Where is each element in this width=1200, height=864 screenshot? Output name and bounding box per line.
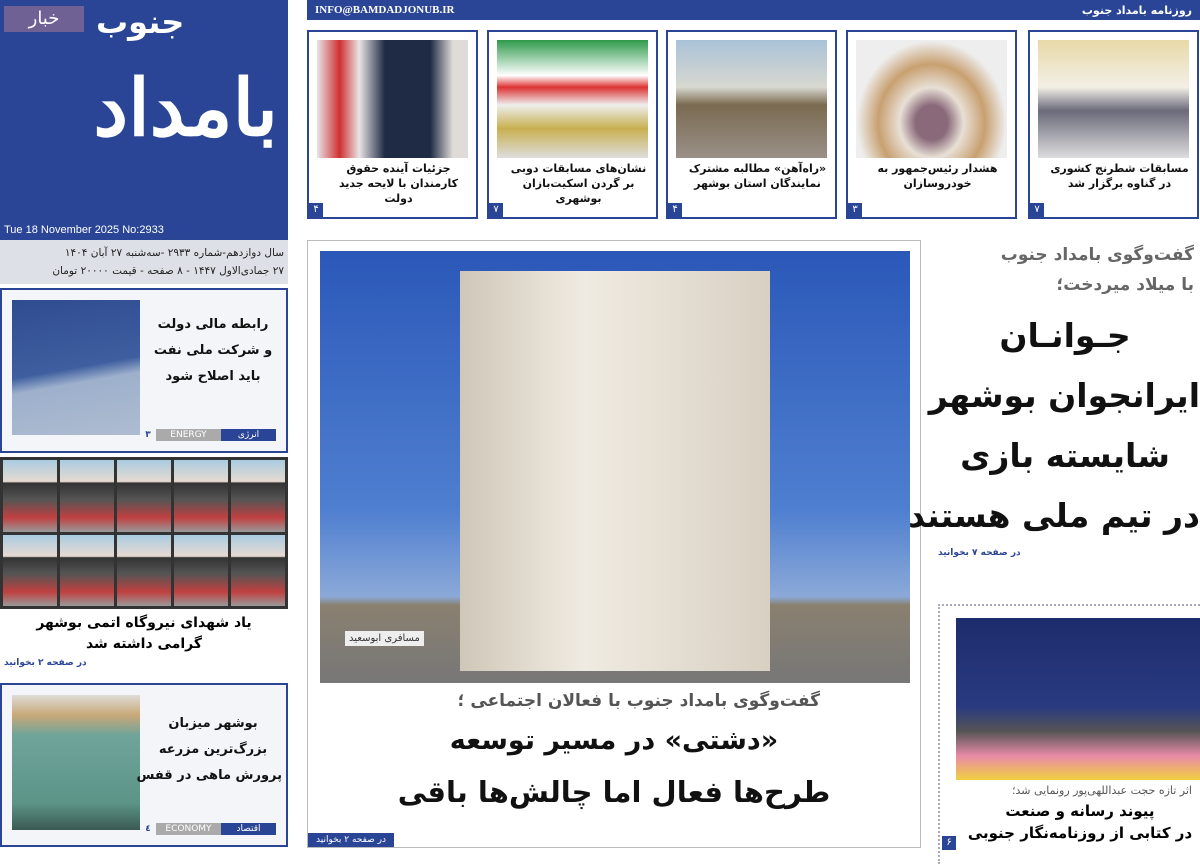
card-image	[856, 40, 1007, 158]
email-link[interactable]: INFO@BAMDADJONUB.IR	[315, 4, 455, 16]
main-photo	[320, 251, 910, 683]
section-tag: انرژی	[221, 429, 276, 441]
card-image	[317, 40, 468, 158]
logo-sub: جنوب	[96, 3, 185, 41]
page-number: ۳	[145, 430, 151, 440]
portrait	[231, 460, 285, 532]
card-title: «راه‌آهن» مطالبه مشترک نمایندگان استان بوشهر	[688, 162, 827, 190]
title-line: باید اصلاح شود	[165, 369, 261, 384]
main-kicker: گفت‌وگوی بامداد جنوب با فعالان اجتماعی ؛	[457, 691, 820, 711]
fish-farm-photo	[12, 695, 140, 830]
news-card[interactable]	[487, 30, 658, 219]
page-number: ٤	[145, 824, 151, 834]
page-number: ۶	[942, 836, 956, 850]
news-card[interactable]	[307, 30, 478, 219]
economy-title	[136, 711, 282, 789]
energy-story[interactable]	[0, 288, 288, 453]
martyrs-title[interactable]	[0, 613, 288, 655]
paper-name: روزنامه بامداد جنوب	[1081, 3, 1192, 17]
portrait	[3, 460, 57, 532]
interview-kicker: گفت‌وگوی بامداد جنوب	[1000, 245, 1194, 265]
read-more[interactable]: در صفحه ۲ بخوانید	[4, 658, 87, 668]
book-title: پیوند رسانه و صنعت	[1005, 802, 1155, 820]
page-number: ۳	[848, 203, 862, 217]
headline-line: جـوانـان	[999, 316, 1131, 355]
energy-title	[144, 312, 282, 390]
headline-line: در تیم ملی هستند	[908, 496, 1200, 535]
interview-headline	[908, 306, 1200, 546]
energy-photo	[12, 300, 140, 435]
book-photo	[956, 618, 1200, 780]
portrait	[174, 460, 228, 532]
interview-story[interactable]	[908, 240, 1200, 560]
section-tag-en: ENERGY	[156, 429, 221, 441]
logo[interactable]: بامداد	[93, 63, 278, 154]
shop-sign: مسافری ابوسعید	[345, 631, 424, 646]
news-card[interactable]	[1028, 30, 1199, 219]
card-title: هشدار رئیس‌جمهور به خودروسازان	[877, 162, 998, 190]
section-tag-en: ECONOMY	[156, 823, 221, 835]
page-number: ۴	[668, 203, 682, 217]
issue-info	[0, 240, 288, 284]
title-line: بوشهر میزبان	[168, 716, 258, 731]
headline-line: شایسته بازی	[960, 436, 1170, 475]
card-image	[497, 40, 648, 158]
book-kicker: اثر تازه حجت عبداللهی‌پور رونمایی شد؛	[1012, 784, 1192, 797]
title-line: گرامی داشته شد	[85, 636, 203, 652]
issue-line-1: سال دوازدهم-شماره ۲۹۳۳ -سه‌شنبه ۲۷ آبان ۱۴۰۴	[64, 247, 284, 259]
book-title-2: در کتابی از روزنامه‌نگار جنوبی	[967, 824, 1193, 842]
page-number: ۷	[1030, 203, 1044, 217]
portrait	[117, 535, 171, 607]
portrait	[231, 535, 285, 607]
main-story[interactable]	[307, 240, 921, 848]
main-headline: «دشتی» در مسیر توسعه	[449, 725, 779, 756]
card-title: جزئیات آینده حقوق کارمندان با لایحه جدید دولت	[338, 162, 459, 205]
title-line: بزرگ‌ترین مزرعه	[158, 742, 268, 757]
title-line: یاد شهدای نیروگاه اتمی بوشهر	[36, 615, 252, 631]
read-more[interactable]: در صفحه ۲ بخوانید	[308, 833, 394, 847]
interview-kicker-2: با میلاد میردخت؛	[1056, 275, 1194, 295]
title-line: پرورش ماهی در قفس	[136, 768, 282, 783]
card-image	[1038, 40, 1189, 158]
news-card[interactable]	[666, 30, 837, 219]
masthead	[0, 0, 288, 240]
main-subheadline: طرح‌ها فعال اما چالش‌ها باقی	[397, 775, 831, 809]
card-title: مسابقات شطرنج کشوری در گناوه برگزار شد	[1050, 162, 1189, 190]
martyrs-photo-grid	[0, 457, 288, 609]
read-more[interactable]: در صفحه ۷ بخوانید	[938, 548, 1021, 558]
page-number: ۴	[309, 203, 323, 217]
card-title: نشان‌های مسابقات دوبی بر گردن اسکیت‌بازان بوشهری	[510, 162, 647, 205]
news-card[interactable]	[846, 30, 1017, 219]
portrait	[174, 535, 228, 607]
title-line: و شرکت ملی نفت	[153, 343, 273, 358]
issue-date: Tue 18 November 2025 No:2933	[4, 224, 164, 236]
headline-line: ایرانجوان بوشهر	[928, 376, 1200, 415]
portrait	[117, 460, 171, 532]
watermark: خبار	[4, 6, 84, 32]
section-tag: اقتصاد	[221, 823, 276, 835]
issue-line-2: ۲۷ جمادی‌الاول ۱۴۴۷ - ۸ صفحه - قیمت ۲۰۰۰۰ تومان	[52, 265, 284, 277]
title-line: رابطه مالی دولت	[157, 317, 269, 332]
page-number: ۷	[489, 203, 503, 217]
book-story[interactable]	[938, 604, 1200, 864]
tower-image	[460, 271, 770, 671]
economy-story[interactable]	[0, 683, 288, 847]
card-image	[676, 40, 827, 158]
portrait	[60, 535, 114, 607]
portrait	[3, 535, 57, 607]
portrait	[60, 460, 114, 532]
top-bar	[307, 0, 1200, 20]
